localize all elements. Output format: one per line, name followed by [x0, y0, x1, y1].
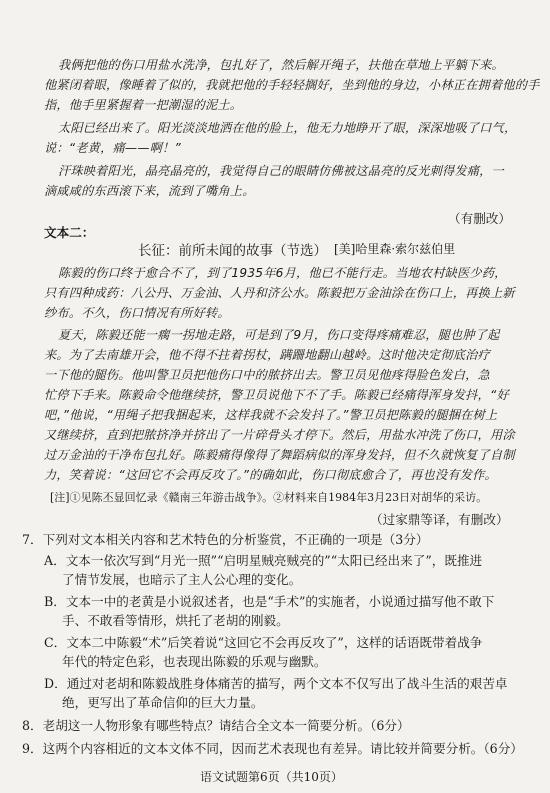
text2-line-1: 陈毅的伤口终于愈合不了，到了1935年6月，他已不能行走。当地农村缺医少药，	[58, 266, 507, 280]
option-a-line-1: A．文本一依次写到“月光一照”“启明星贼亮贼亮的”“太阳已经出来了”，既推进	[44, 553, 483, 568]
text2-author: [美]哈里森·索尔兹伯里	[334, 242, 456, 256]
question-9: 9．这两个内容相近的文本文体不同，因而艺术表现也有差异。请比较并简要分析。（6分）	[22, 741, 523, 756]
text1-line-3: 指，他手里紧握着一把潮湿的泥土。	[44, 98, 243, 112]
text1-line-2: 他紧闭着眼，像睡着了似的，我就把他的手轻轻搁好，坐到他的身边，小林正在拥着他的手	[44, 78, 540, 92]
option-b-line-1: B．文本一中的老黄是小说叙述者，也是“手术”的实施者，小说通过描写他不敢下	[44, 594, 495, 609]
text2-line-9: 又继续挤，直到把脓挤净并挤出了一片碎骨头才停下。然后，用盐水冲洗了伤口，用涂	[44, 428, 515, 442]
text1-line-6: 汗珠映着阳光，晶亮晶亮的，我觉得自己的眼睛仿佛被这晶亮的反光刺得发痛，一	[58, 164, 504, 178]
option-d-line-1: D．通过对老胡和陈毅战胜身体痛苦的描写，两个文本不仅写出了战斗生活的艰苦卓	[44, 676, 508, 691]
question-8: 8．老胡这一人物形象有哪些特点？请结合全文本一简要分析。（6分）	[22, 718, 410, 733]
text2-line-11: 力，笑着说：“这回它不会再反攻了。”的确如此，伤口彻底愈合了，再也没有发作。	[44, 468, 497, 482]
option-c-line-1: C．文本二中陈毅“术”后笑着说“这回它不会再反攻了”，这样的话语既带着战争	[44, 635, 483, 650]
text2-line-8: 吧，”他说，“用绳子把我捆起来，这样我就不会发抖了。”警卫员把陈毅的腿捆在树上	[44, 408, 498, 422]
text2-line-3: 纱布。不久，伤口情况有所好转。	[44, 306, 230, 320]
text2-notes: [注]①见陈丕显回忆录《赣南三年游击战争》。②材料来自1984年3月23日对胡华的采访。	[50, 491, 488, 504]
text1-line-1: 我俩把他的伤口用盐水洗净，包扎好了，然后解开绳子，扶他在草地上平躺下来。	[58, 58, 504, 72]
text2-credit: （过家鼎等译，有删改）	[370, 512, 509, 527]
text1-line-7: 滴咸咸的东西滚下来，流到了嘴角上。	[44, 184, 255, 198]
text2-title: 长征：前所未闻的故事（节选）	[138, 243, 327, 259]
text2-line-7: 忙停下手来。陈毅命令他继续挤，警卫员说他下不了手。陈毅已经痛得浑身发抖，“好	[44, 388, 509, 402]
text1-line-5: 说：“老黄，痛——啊！”	[44, 141, 181, 155]
page-footer: 语文试题第6页（共10页）	[200, 770, 343, 784]
text1-line-4: 太阳已经出来了。阳光淡淡地洒在他的脸上，他无力地睁开了眼，深深地吸了口气，	[58, 121, 517, 135]
option-c-line-2: 年代的特定色彩，也表现出陈毅的乐观与幽默。	[62, 654, 327, 669]
text1-note: （有删改）	[448, 211, 511, 226]
question-7-stem: 7．下列对文本相关内容和艺术特色的分析鉴赏，不正确的一项是（3分）	[22, 532, 429, 547]
text2-line-5: 来。为了去南雄开会，他不得不拄着拐杖，蹒跚地翻山越岭。这时他决定彻底治疗	[44, 348, 490, 362]
option-b-line-2: 手、不敢看等情形，烘托了老胡的刚毅。	[62, 613, 289, 628]
text2-line-10: 过万金油的干净布包扎好。陈毅痛得像得了舞蹈病似的浑身发抖，但不久就恢复了自制	[44, 448, 515, 462]
text2-label: 文本二：	[44, 225, 95, 240]
text2-line-4: 夏天，陈毅还能一瘸一拐地走路，可是到了9月，伤口变得疼痛难忍，腿也肿了起	[58, 328, 500, 342]
text2-line-6: 一下他的腿伤。他叫警卫员把他伤口中的脓挤出去。警卫员见他疼得脸色发白，急	[44, 368, 490, 382]
option-a-line-2: 了情节发展，也暗示了主人公心理的变化。	[62, 572, 302, 587]
text2-line-2: 只有四种成药：八公丹、万金油、人丹和济公水。陈毅把万金油涂在伤口上，再换上新	[44, 286, 515, 300]
option-d-line-2: 绝，更写出了革命信仰的巨大力量。	[62, 695, 264, 710]
